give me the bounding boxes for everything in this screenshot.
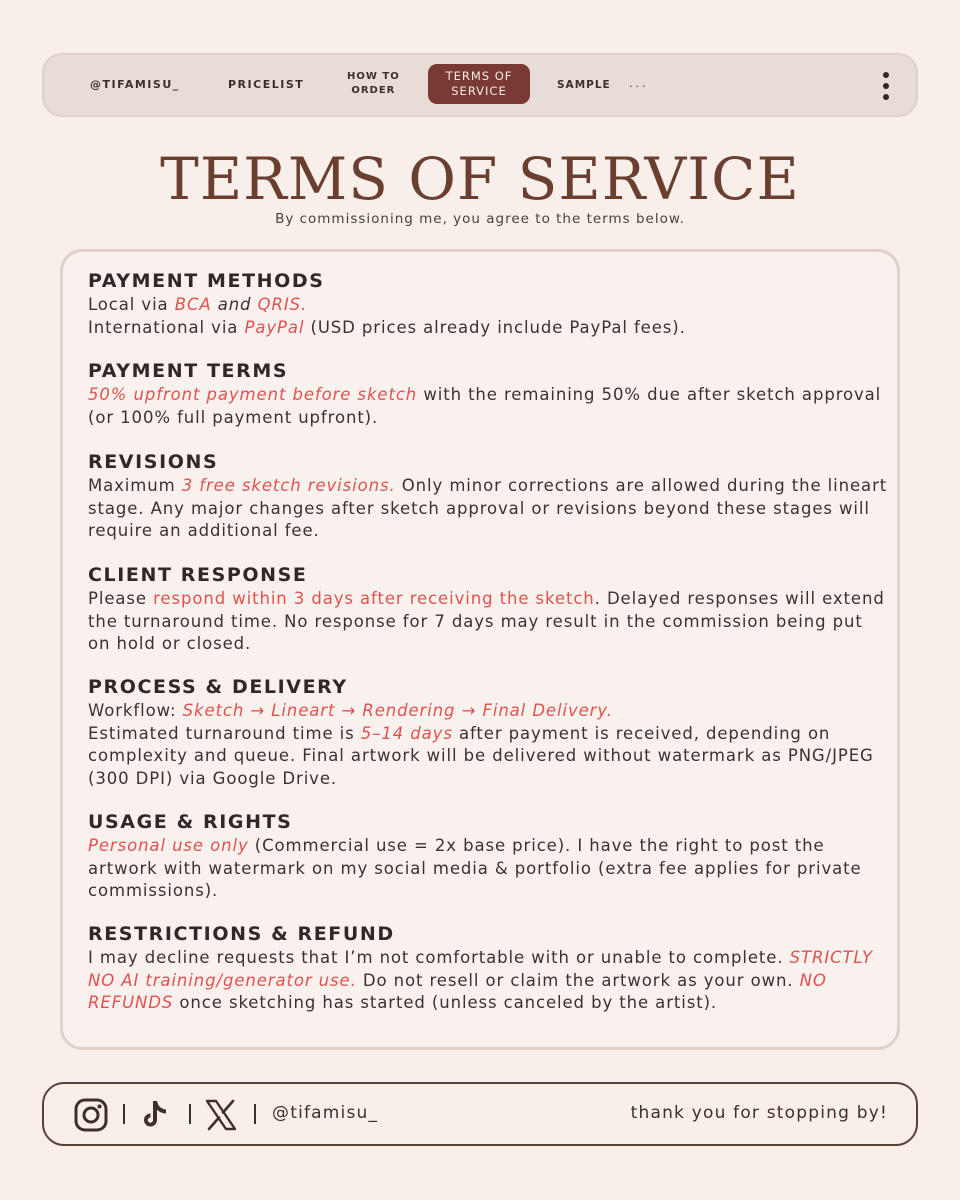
section-payment-terms xyxy=(88,358,888,429)
footer-thanks-text: thank you for stopping by! xyxy=(630,1103,888,1123)
divider xyxy=(189,1104,191,1124)
section-title: PROCESS & DELIVERY xyxy=(88,676,348,698)
section-title: REVISIONS xyxy=(88,451,219,473)
nav-more-ellipsis[interactable]: ... xyxy=(629,77,649,90)
nav-handle-link[interactable]: @TIFAMISU_ xyxy=(90,78,180,91)
x-icon[interactable] xyxy=(205,1099,237,1135)
divider xyxy=(254,1104,256,1124)
section-body: Maximum 3 free sketch revisions. Only minor corrections are allowed during the lineart stage. Any major changes after sketch approval or revisions beyond these stages will require an additional fee. xyxy=(88,476,888,540)
nav-tos-line1: TERMS OF xyxy=(445,69,513,83)
section-restrictions-refund xyxy=(88,921,888,1015)
section-title: RESTRICTIONS & REFUND xyxy=(88,923,395,945)
footer-handle[interactable]: @tifamisu_ xyxy=(272,1103,379,1123)
nav-how-to-order-link[interactable] xyxy=(347,70,400,98)
section-title: PAYMENT TERMS xyxy=(88,360,289,382)
section-title: PAYMENT METHODS xyxy=(88,270,325,292)
section-body: Workflow: Sketch → Lineart → Rendering → Final Delivery. Estimated turnaround time is 5–14 days after payment is received, depending on complexity and queue. Final artwork will be delivered without watermark as PNG/JPEG (300 DPI) via Google Drive. xyxy=(88,701,874,788)
section-body: 50% upfront payment before sketch with the remaining 50% due after sketch approval (or 100% full payment upfront). xyxy=(88,385,882,427)
terms-card xyxy=(60,249,900,1050)
page-title: TERMS OF SERVICE xyxy=(160,145,800,213)
section-body: Local via BCA and QRIS. International via PayPal (USD prices already include PayPal fees). xyxy=(88,295,686,337)
section-revisions xyxy=(88,449,888,543)
section-title: USAGE & RIGHTS xyxy=(88,811,293,833)
section-process-delivery xyxy=(88,674,888,790)
nav-how-to-order-line1: HOW TO xyxy=(347,71,400,82)
section-payment-methods xyxy=(88,268,888,339)
nav-terms-of-service-tab-active[interactable] xyxy=(428,64,530,104)
section-body: I may decline requests that I’m not comfortable with or unable to complete. STRICTLY NO AI training/generator use. Do not resell or claim the artwork as your own. NO REFUNDS once sketching has started (unless canceled by the artist). xyxy=(88,948,874,1012)
footer-bar xyxy=(42,1082,918,1146)
section-body: Please respond within 3 days after receiving the sketch. Delayed responses will extend the turnaround time. No response for 7 days may result in the commission being put on hold or closed. xyxy=(88,589,885,653)
instagram-icon[interactable] xyxy=(74,1098,108,1136)
top-nav xyxy=(42,53,918,117)
divider xyxy=(123,1104,125,1124)
section-body: Personal use only (Commercial use = 2x base price). I have the right to post the artwork with watermark on my social media & portfolio (extra fee applies for private commissions). xyxy=(88,836,862,900)
nav-how-to-order-line2: ORDER xyxy=(351,85,396,96)
section-client-response xyxy=(88,562,888,656)
tiktok-icon[interactable] xyxy=(139,1098,171,1136)
nav-sample-link[interactable]: SAMPLE xyxy=(557,79,611,91)
nav-tos-line2: SERVICE xyxy=(451,84,507,98)
section-title: CLIENT RESPONSE xyxy=(88,564,308,586)
kebab-menu-icon[interactable] xyxy=(878,72,894,100)
nav-pricelist-link[interactable]: PRICELIST xyxy=(228,78,305,91)
section-usage-rights xyxy=(88,809,888,903)
page-subtitle: By commissioning me, you agree to the terms below. xyxy=(275,211,685,227)
